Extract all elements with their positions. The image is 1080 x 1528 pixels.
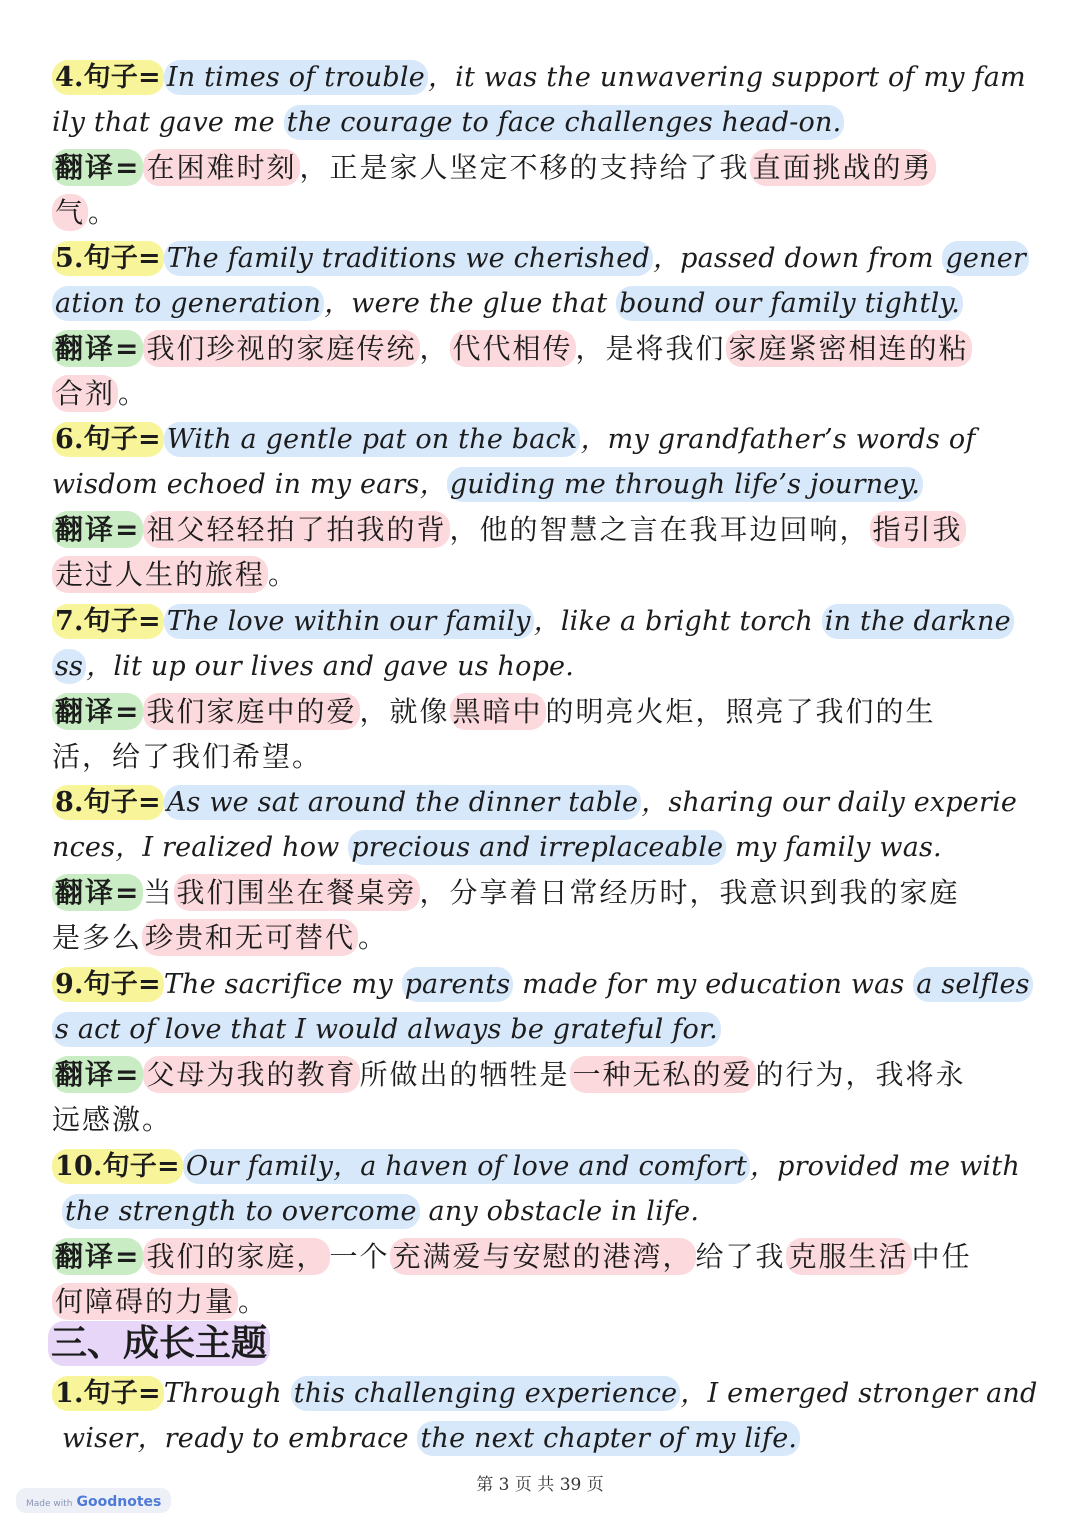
page-number: 第 3 页 共 39 页 [476, 1475, 604, 1495]
item-6-sentence-line-1: 6.句子= With a gentle pat on the back ，my grandfather’s words of [52, 418, 1032, 462]
sentence-label: 8.句子= [52, 785, 164, 820]
item-4-sentence-line-2: ily that gave me the courage to face challenges head-on. [52, 101, 1032, 145]
highlight-phrase: 祖父轻轻拍了拍我的背 [143, 511, 449, 548]
sentence-label: 6.句子= [52, 422, 164, 457]
translation-label: 翻译= [52, 149, 143, 186]
item-9-sentence-line-2 [52, 1008, 1032, 1052]
highlight-phrase: 充满爱与安慰的港湾， [390, 1238, 696, 1275]
highlight-phrase: The family traditions we cherished [164, 241, 653, 276]
goodnotes-logo: Goodnotes [76, 1494, 162, 1510]
item-5-translation-line-2: 合剂 。 [52, 372, 1032, 416]
goodnotes-badge: Made with Goodnotes [16, 1488, 171, 1513]
sentence-label: 9.句子= [52, 967, 164, 1002]
highlight-phrase: guiding me through life’s journey. [447, 467, 923, 502]
highlight-phrase: 合剂 [52, 375, 118, 412]
item-6-sentence-line-2: wisdom echoed in my ears， guiding me through life’s journey. [52, 463, 1032, 507]
item-7-sentence-line-2: ss ，lit up our lives and gave us hope. [52, 645, 1032, 689]
translation-label: 翻译= [52, 1056, 143, 1093]
highlight-phrase: ation to generation [52, 286, 324, 321]
item-9-translation-line-1: 翻译= 父母为我的教育 所做出的牺牲是 一种无私的爱 的行为，我将永 [52, 1053, 1032, 1097]
item-9-translation-line-2: 远感激。 [52, 1103, 173, 1136]
item-7-translation-line-2: 活，给了我们希望。 [52, 740, 323, 773]
highlight-phrase: the next chapter of my life. [417, 1421, 800, 1456]
section-title: 三、成长主题 [48, 1318, 270, 1370]
item-8-translation-line-1: 翻译= 当 我们围坐在餐桌旁 ，分享着日常经历时，我意识到我的家庭 [52, 871, 1032, 915]
highlight-phrase: 走过人生的旅程 [52, 556, 268, 593]
highlight-phrase: bound our family tightly. [616, 286, 963, 321]
highlight-phrase: Our family，a haven of love and comfort [183, 1149, 750, 1184]
highlight-phrase: 我们珍视的家庭传统 [143, 330, 419, 367]
item-10-sentence-line-2: the strength to overcome any obstacle in life. [62, 1190, 1042, 1234]
item-6-translation-line-1: 翻译= 祖父轻轻拍了拍我的背 ，他的智慧之言在我耳边回响， 指引我 [52, 508, 1032, 552]
sentence-label: 4.句子= [52, 60, 164, 95]
item-8-sentence-line-1: 8.句子= As we sat around the dinner table ，sharing our daily experie [52, 781, 1032, 825]
highlight-phrase: precious and irreplaceable [348, 830, 726, 865]
highlight-phrase: parents [402, 967, 514, 1002]
sentence-label: 1.句子= [52, 1376, 164, 1411]
highlight-phrase: 在困难时刻 [143, 149, 299, 186]
highlight-phrase: the courage to face challenges head-on. [284, 105, 845, 140]
item-9-sentence-line-1: 9.句子= The sacrifice my parents made for my education was a selfles [52, 963, 1032, 1007]
item-7-sentence-line-1: 7.句子= The love within our family ，like a bright torch in the darkne [52, 600, 1032, 644]
item-4-translation-line-2: 气 。 [52, 191, 1032, 235]
highlight-phrase: this challenging experience [291, 1376, 681, 1411]
highlight-phrase: As we sat around the dinner table [164, 785, 641, 820]
item-10-translation-line-2: 何障碍的力量 。 [52, 1280, 1032, 1324]
highlight-phrase: 黑暗中 [450, 693, 546, 730]
item-7-translation-line-1: 翻译= 我们家庭中的爱 ，就像 黑暗中 的明亮火炬，照亮了我们的生 [52, 690, 1032, 734]
highlight-phrase: 我们围坐在餐桌旁 [174, 874, 420, 911]
growth-item-1-sentence-line-1: 1.句子= Through this challenging experience ，I emerged stronger and [52, 1372, 1032, 1416]
highlight-phrase: 何障碍的力量 [52, 1283, 238, 1320]
highlight-phrase: 我们的家庭， [143, 1238, 329, 1275]
highlight-phrase: gener [942, 241, 1029, 276]
highlight-phrase: 我们家庭中的爱 [143, 693, 359, 730]
item-5-sentence-line-2: ation to generation ，were the glue that bound our family tightly. [52, 282, 1032, 326]
highlight-phrase: 代代相传 [450, 330, 576, 367]
item-4-sentence-line-1: 4.句子= In times of trouble ，it was the unwavering support of my fam [52, 56, 1032, 100]
highlight-phrase: 气 [52, 194, 88, 231]
highlight-phrase: a selfles [913, 967, 1032, 1002]
highlight-phrase: 指引我 [870, 511, 966, 548]
item-10-translation-line-1: 翻译= 我们的家庭， 一个 充满爱与安慰的港湾， 给了我 克服生活 中任 [52, 1235, 1032, 1279]
highlight-phrase: 珍贵和无可替代 [142, 919, 358, 956]
item-6-translation-line-2: 走过人生的旅程 。 [52, 553, 1032, 597]
highlight-phrase: In times of trouble [164, 60, 428, 95]
sentence-label: 7.句子= [52, 604, 164, 639]
item-8-sentence-line-2: nces，I realized how precious and irreplaceable my family was. [52, 832, 942, 863]
translation-label: 翻译= [52, 874, 143, 911]
highlight-phrase: With a gentle pat on the back [164, 422, 581, 457]
item-4-translation-line-1: 翻译= 在困难时刻 ，正是家人坚定不移的支持给了我 直面挑战的勇 [52, 146, 1032, 190]
translation-label: 翻译= [52, 330, 143, 367]
item-5-sentence-line-1: 5.句子= The family traditions we cherished ，passed down from gener [52, 237, 1032, 281]
highlight-phrase: 一种无私的爱 [570, 1056, 756, 1093]
highlight-phrase: ss [52, 649, 86, 684]
sentence-label: 5.句子= [52, 241, 164, 276]
highlight-phrase: 直面挑战的勇 [750, 149, 936, 186]
growth-item-1-sentence-line-2: wiser，ready to embrace the next chapter of my life. [62, 1417, 1042, 1461]
highlight-phrase: the strength to overcome [62, 1194, 420, 1229]
item-5-translation-line-1: 翻译= 我们珍视的家庭传统 ， 代代相传 ，是将我们 家庭紧密相连的粘 [52, 327, 1032, 371]
translation-label: 翻译= [52, 511, 143, 548]
item-8-translation-line-2: 是多么 珍贵和无可替代 。 [52, 921, 389, 954]
highlight-phrase: The love within our family [164, 604, 534, 639]
translation-label: 翻译= [52, 1238, 143, 1275]
highlight-phrase: s act of love that I would always be grateful for. [52, 1012, 721, 1047]
sentence-label: 10.句子= [52, 1149, 183, 1184]
highlight-phrase: 父母为我的教育 [143, 1056, 359, 1093]
highlight-phrase: 克服生活 [786, 1238, 912, 1275]
item-10-sentence-line-1: 10.句子= Our family，a haven of love and comfort ，provided me with [52, 1145, 1032, 1189]
highlight-phrase: 家庭紧密相连的粘 [726, 330, 972, 367]
highlight-phrase: in the darkne [822, 604, 1014, 639]
translation-label: 翻译= [52, 693, 143, 730]
